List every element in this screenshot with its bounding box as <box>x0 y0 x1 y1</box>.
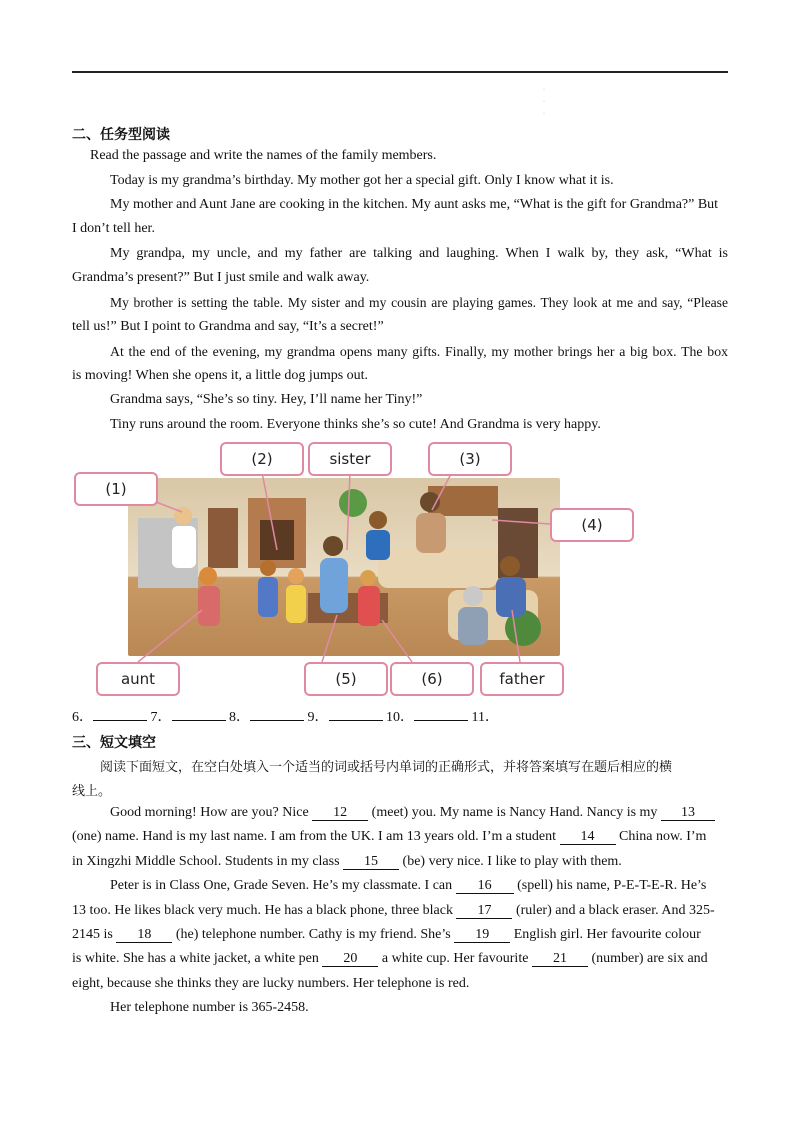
blank-13[interactable]: 13 <box>661 805 715 821</box>
passage-line: tell us!” But I point to Grandma and say, “It’s a secret!” <box>72 319 384 334</box>
label-4: (4) <box>550 508 634 542</box>
label-2: (2) <box>220 442 304 476</box>
label-3: (3) <box>428 442 512 476</box>
text-line: is white. She has a white jacket, a white pen 20 a white cup. Her favourite 21 (number) are six and <box>72 951 708 966</box>
label-father: father <box>480 662 564 696</box>
blank-15[interactable]: 15 <box>343 854 399 870</box>
answer-number: 8． <box>229 710 250 725</box>
passage-line: Today is my grandma’s birthday. My mother got her a special gift. Only I know what it is. <box>110 173 614 188</box>
margin-dots: · · · <box>543 87 545 117</box>
answer-blank-6[interactable] <box>93 720 147 721</box>
section3-instruction: 阅读下面短文，在空白处填入一个适当的词或括号内单词的正确形式，并将答案填写在题后相应的横 <box>100 760 673 775</box>
blank-18[interactable]: 18 <box>116 927 172 943</box>
blank-14[interactable]: 14 <box>560 829 616 845</box>
top-rule <box>72 71 728 73</box>
passage-line: Grandma says, “She’s so tiny. Hey, I’ll name her Tiny!” <box>110 392 423 407</box>
answer-number: 7． <box>150 710 172 725</box>
text-line: Good morning! How are you? Nice 12 (meet) you. My name is Nancy Hand. Nancy is my 13 <box>110 805 715 821</box>
section2-title: 二、任务型阅读 <box>72 127 170 143</box>
passage-line: At the end of the evening, my grandma opens many gifts. Finally, my mother brings her a big box. The box <box>110 344 728 359</box>
passage-line: My brother is setting the table. My sister and my cousin are playing games. They look at me and say, “Please <box>110 295 728 310</box>
answer-number: 9． <box>307 710 329 725</box>
section3-instruction-cont: 线上。 <box>72 784 112 799</box>
passage-line: My mother and Aunt Jane are cooking in the kitchen. My aunt asks me, “What is the gift for Grandma?” But <box>110 197 719 212</box>
label-sister: sister <box>308 442 392 476</box>
blank-12[interactable]: 12 <box>312 805 368 821</box>
answer-blank-9[interactable] <box>329 720 383 721</box>
text-line: Her telephone number is 365-2458. <box>110 1000 309 1015</box>
text-line: 13 too. He likes black very much. He has a black phone, three black 17 (ruler) and a black eraser. And 325- <box>72 903 715 918</box>
answer-number: 11． <box>471 710 499 725</box>
label-5: (5) <box>304 662 388 696</box>
passage-line: I don’t tell her. <box>72 221 155 236</box>
answer-blank-8[interactable] <box>250 720 304 721</box>
section3-title: 三、短文填空 <box>72 735 156 751</box>
text-line: Peter is in Class One, Grade Seven. He’s my classmate. I can 16 (spell) his name, P-E-T-E-R. He’s <box>110 878 707 893</box>
blank-21[interactable]: 21 <box>532 951 588 967</box>
blank-19[interactable]: 19 <box>454 927 510 943</box>
answer-blank-7[interactable] <box>172 720 226 721</box>
family-picture <box>72 440 642 700</box>
text-line: in Xingzhi Middle School. Students in my class 15 (be) very nice. I like to play with them. <box>72 854 622 869</box>
text-line: (one) name. Hand is my last name. I am from the UK. I am 13 years old. I’m a student 14 China now. I’m <box>72 829 707 844</box>
text-line: 2145 is 18 (he) telephone number. Cathy is my friend. She’s 19 English girl. Her favourite colour <box>72 927 701 942</box>
blank-20[interactable]: 20 <box>322 951 378 967</box>
answer-row <box>72 706 499 726</box>
text-line: eight, because she thinks they are lucky numbers. Her telephone is red. <box>72 976 470 991</box>
answer-blank-10[interactable] <box>414 720 468 721</box>
answer-number: 6． <box>72 710 93 725</box>
label-6: (6) <box>390 662 474 696</box>
blank-17[interactable]: 17 <box>456 903 512 919</box>
answer-number: 10． <box>386 710 414 725</box>
section2-instruction: Read the passage and write the names of the family members. <box>90 148 437 163</box>
passage-line: Tiny runs around the room. Everyone thinks she’s so cute! And Grandma is very happy. <box>110 417 601 432</box>
passage-line: My grandpa, my uncle, and my father are talking and laughing. When I walk by, they ask, “What is <box>110 246 728 261</box>
label-1: (1) <box>74 472 158 506</box>
passage-line: Grandma’s present?” But I just smile and walk away. <box>72 270 370 285</box>
passage-line: is moving! When she opens it, a little dog jumps out. <box>72 368 369 383</box>
label-aunt: aunt <box>96 662 180 696</box>
blank-16[interactable]: 16 <box>456 878 514 894</box>
